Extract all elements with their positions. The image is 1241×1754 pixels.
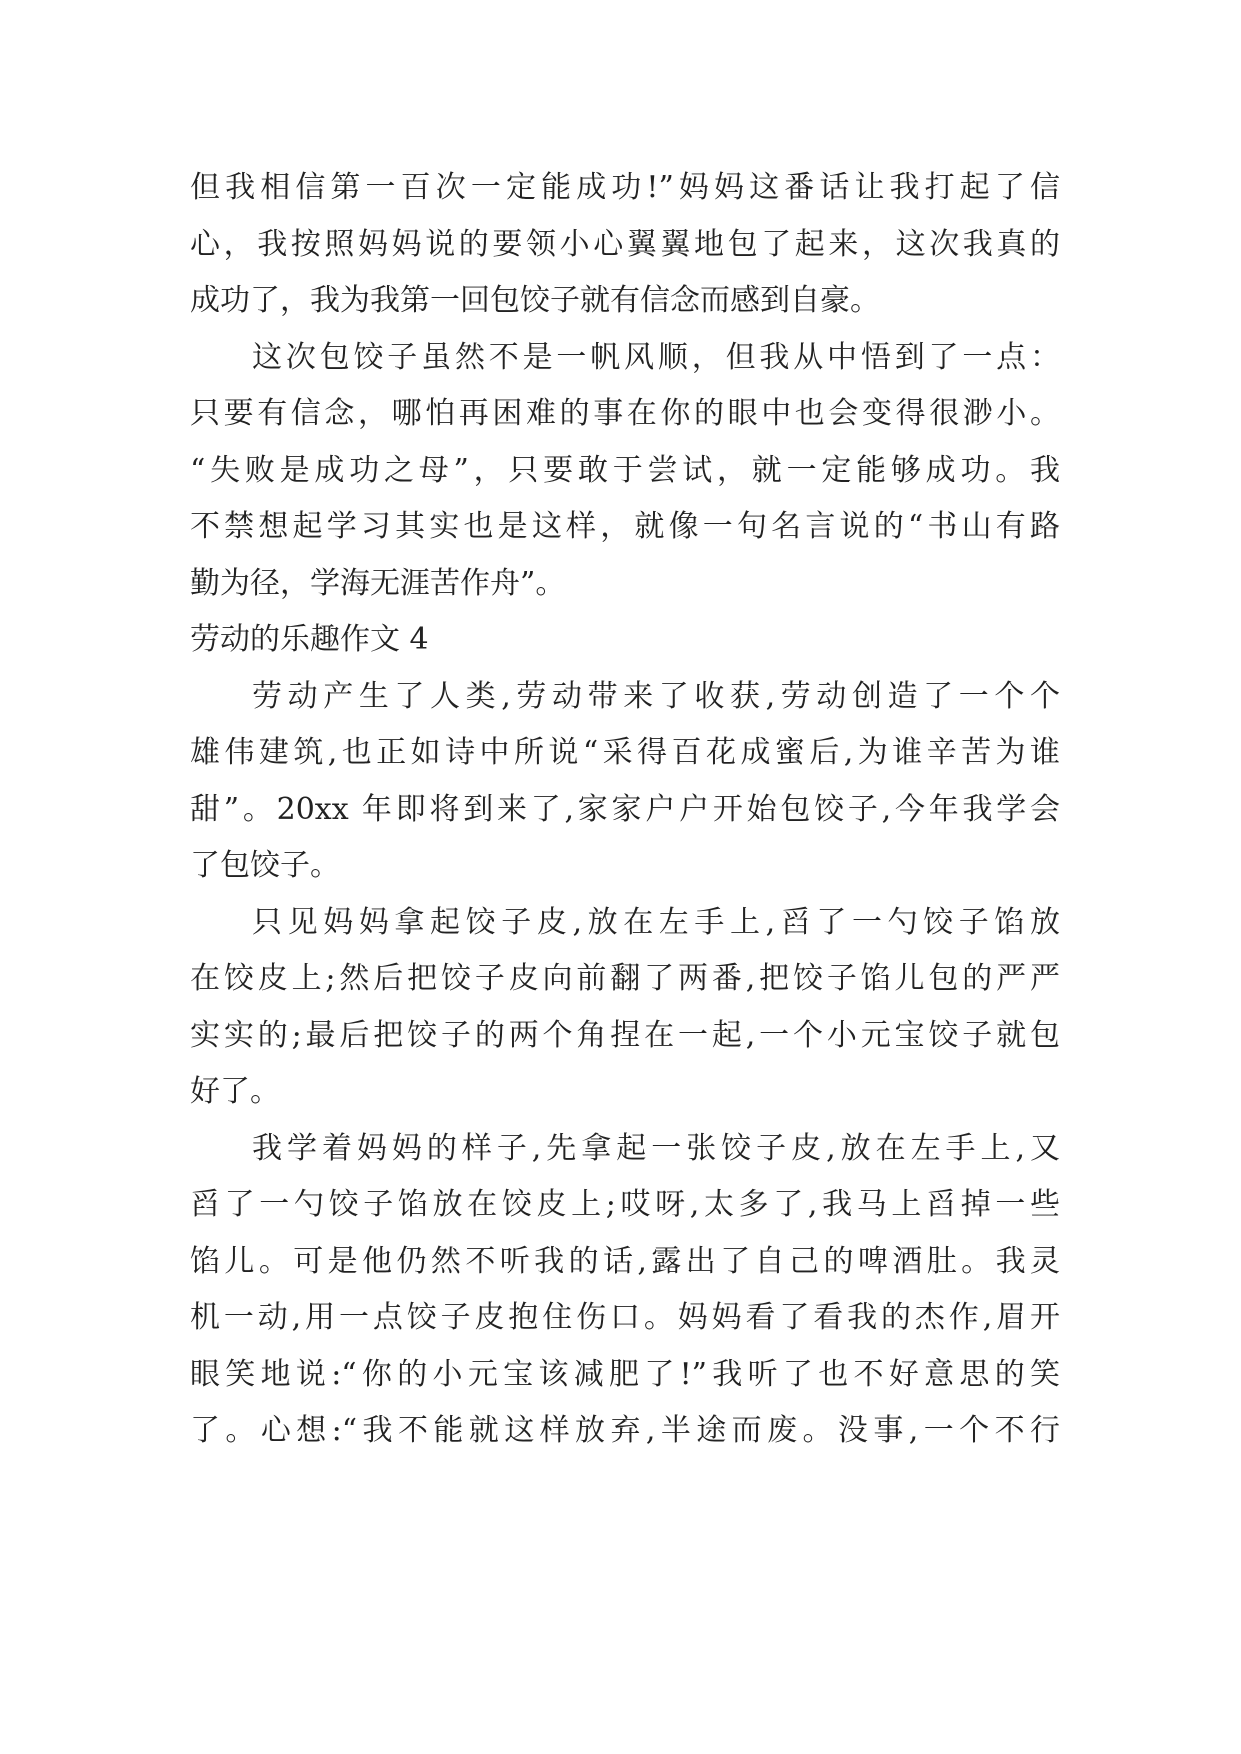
text-line: 不禁想起学习其实也是这样，就像一句名言说的“书山有路 [190, 509, 1060, 544]
text-line: 舀了一勺饺子馅放在饺皮上;哎呀,太多了,我马上舀掉一些 [190, 1187, 1060, 1222]
text-line: 这次包饺子虽然不是一帆风顺，但我从中悟到了一点： [252, 339, 1060, 375]
text-line: 实实的;最后把饺子的两个角捏在一起,一个小元宝饺子就包 [190, 1017, 1060, 1053]
text-line: 但我相信第一百次一定能成功!”妈妈这番话让我打起了信 [190, 170, 1060, 205]
text-line: 我学着妈妈的样子,先拿起一张饺子皮,放在左手上,又 [252, 1130, 1060, 1166]
section-heading: 劳动的乐趣作文 4 [190, 622, 429, 657]
text-line: 了。心想:“我不能就这样放弃,半途而废。没事,一个不行 [190, 1413, 1060, 1448]
document-page [190, 160, 1060, 1460]
text-line: 只见妈妈拿起饺子皮,放在左手上,舀了一勺饺子馅放 [252, 904, 1060, 940]
text-line: 了包饺子。 [190, 848, 340, 883]
text-line: 勤为径，学海无涯苦作舟”。 [190, 565, 566, 601]
text-line: 机一动,用一点饺子皮抱住伤口。妈妈看了看我的杰作,眉开 [190, 1300, 1060, 1335]
text-line: 好了。 [190, 1074, 280, 1109]
text-line: 心，我按照妈妈说的要领小心翼翼地包了起来，这次我真的 [190, 226, 1060, 262]
text-line: 眼笑地说:“你的小元宝该减肥了!”我听了也不好意思的笑 [190, 1356, 1060, 1392]
paragraph-5 [190, 1121, 1060, 1460]
text-line: 劳动产生了人类,劳动带来了收获,劳动创造了一个个 [252, 678, 1060, 714]
text-line: 在饺皮上;然后把饺子皮向前翻了两番,把饺子馅儿包的严严 [190, 961, 1060, 996]
text-line: 甜”。20xx 年即将到来了,家家户户开始包饺子,今年我学会 [190, 791, 1060, 827]
paragraph-1 [190, 160, 1060, 330]
text-line: “失败是成功之母”，只要敢于尝试，就一定能够成功。我 [190, 452, 1060, 488]
text-line: 馅儿。可是他仍然不听我的话,露出了自己的啤酒肚。我灵 [190, 1243, 1060, 1279]
paragraph-4 [190, 895, 1060, 1121]
paragraph-3 [190, 669, 1060, 895]
paragraph-2 [190, 330, 1060, 613]
text-line: 成功了，我为我第一回包饺子就有信念而感到自豪。 [190, 283, 880, 318]
text-line: 只要有信念，哪怕再困难的事在你的眼中也会变得很渺小。 [190, 396, 1060, 431]
text-line: 雄伟建筑,也正如诗中所说“采得百花成蜜后,为谁辛苦为谁 [190, 735, 1060, 770]
